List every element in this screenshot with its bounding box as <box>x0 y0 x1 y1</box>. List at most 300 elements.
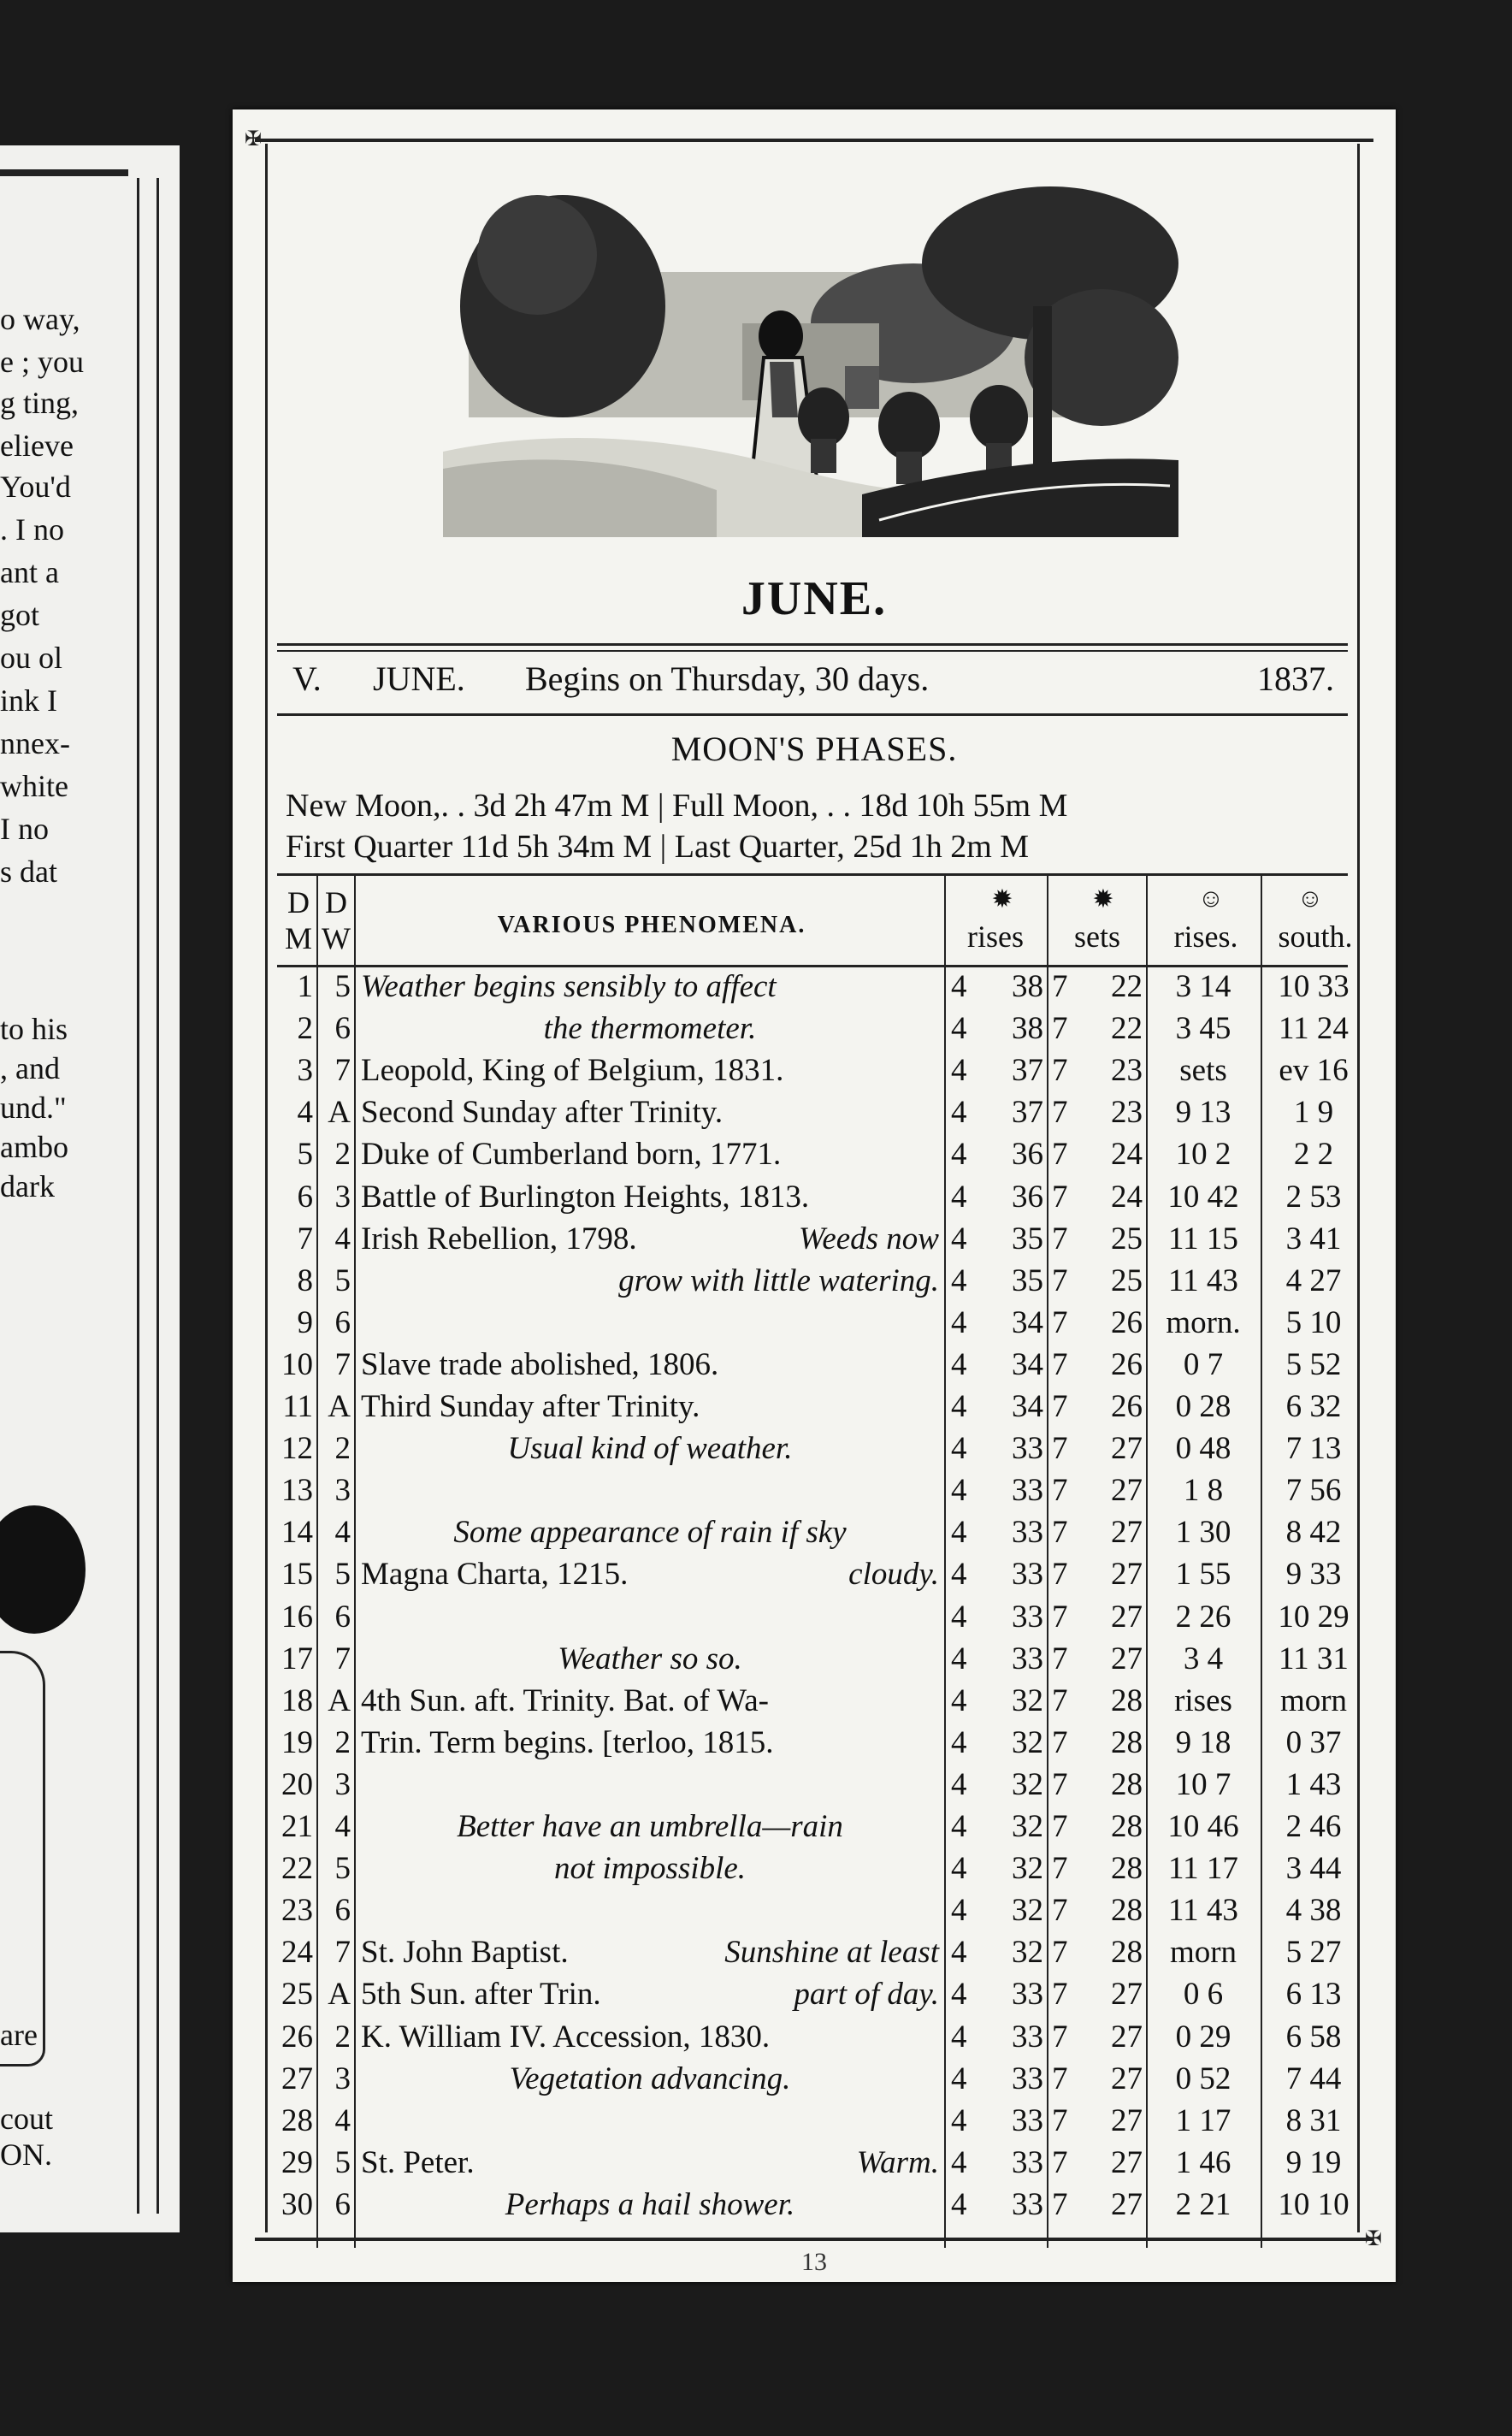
sun-rise-hour: 4 <box>951 1977 967 2013</box>
day-of-week: 3 <box>334 1473 351 1509</box>
moon-rises: 2 21 <box>1175 2186 1231 2222</box>
sun-set-hour: 7 <box>1052 2186 1068 2222</box>
sun-set-hour: 7 <box>1052 1977 1068 2013</box>
day-of-month: 8 <box>297 1262 313 1298</box>
table-top-rule <box>277 873 1348 876</box>
sun-set-hour: 7 <box>1052 1641 1068 1676</box>
day-of-month: 29 <box>281 2144 313 2180</box>
month-header <box>292 659 1334 710</box>
sun-rise-hour: 4 <box>951 1346 967 1382</box>
sun-rise-hour: 4 <box>951 1389 967 1424</box>
sun-rise-hour: 4 <box>951 1851 967 1887</box>
day-of-week: 4 <box>334 2102 351 2138</box>
moon-south: 7 13 <box>1285 1431 1342 1467</box>
phenomenon-text: St. Peter. <box>361 2144 475 2180</box>
day-of-week: 4 <box>334 1221 351 1256</box>
left-page-line: o way, <box>0 302 80 336</box>
moon-rises: 9 18 <box>1175 1724 1231 1760</box>
phenomenon-text: Duke of Cumberland born, 1771. <box>361 1137 782 1173</box>
left-page-line: e ; you <box>0 345 84 379</box>
phenomenon-text: K. William IV. Accession, 1830. <box>361 2019 771 2055</box>
sun-set-hour: 7 <box>1052 1515 1068 1551</box>
col-head-sun-rises: rises <box>967 919 1024 954</box>
day-of-week: A <box>328 1095 351 1131</box>
sun-icon: ✹ <box>1092 885 1114 914</box>
left-page-line: . I no <box>0 512 64 547</box>
sun-set-minute: 27 <box>1111 2144 1143 2180</box>
sun-set-minute: 27 <box>1111 1641 1143 1676</box>
moon-rises: 1 17 <box>1175 2102 1231 2138</box>
day-of-month: 5 <box>297 1137 313 1173</box>
moon-south: 4 27 <box>1285 1262 1342 1298</box>
moon-rises: 11 17 <box>1168 1851 1238 1887</box>
sun-set-hour: 7 <box>1052 1053 1068 1089</box>
moon-south: 2 2 <box>1293 1137 1334 1173</box>
corner-ornament-icon: ✠ <box>245 128 263 151</box>
sun-set-minute: 22 <box>1111 1011 1143 1047</box>
day-of-month: 4 <box>297 1095 313 1131</box>
almanac-page <box>233 109 1396 2282</box>
phenomenon-text: Some appearance of rain if sky <box>453 1515 847 1551</box>
table-row <box>233 1556 1396 1598</box>
moon-rises: 0 7 <box>1183 1346 1224 1382</box>
day-of-month: 23 <box>281 1893 313 1929</box>
sun-rise-hour: 4 <box>951 1557 967 1593</box>
day-of-month: 26 <box>281 2019 313 2055</box>
sun-rise-hour: 4 <box>951 2102 967 2138</box>
phenomenon-text: Weather so so. <box>558 1641 742 1676</box>
col-head-moon-south: south. <box>1278 919 1353 954</box>
moon-south: 10 29 <box>1278 1599 1350 1635</box>
phenomenon-text: Slave trade abolished, 1806. <box>361 1346 719 1382</box>
year: 1837. <box>1257 659 1334 698</box>
day-of-week: 6 <box>334 1304 351 1340</box>
sun-set-hour: 7 <box>1052 2102 1068 2138</box>
moon-south: morn <box>1279 1682 1348 1718</box>
col-head-dm: D M <box>284 885 312 955</box>
day-of-month: 25 <box>281 1977 313 2013</box>
left-page-line: g ting, <box>0 386 80 420</box>
moon-rises: 11 43 <box>1168 1262 1238 1298</box>
sun-set-minute: 26 <box>1111 1304 1143 1340</box>
sun-rise-minute: 36 <box>1012 1179 1043 1215</box>
sun-set-minute: 28 <box>1111 1766 1143 1802</box>
phenomenon-text: Vegetation advancing. <box>509 2061 791 2096</box>
table-row <box>233 1934 1396 1976</box>
sun-rise-hour: 4 <box>951 1682 967 1718</box>
phenomenon-text-right: Sunshine at least <box>724 1935 939 1971</box>
sun-rise-hour: 4 <box>951 1473 967 1509</box>
moon-south: 10 10 <box>1278 2186 1350 2222</box>
sun-set-hour: 7 <box>1052 2144 1068 2180</box>
sun-set-hour: 7 <box>1052 1304 1068 1340</box>
sun-rise-minute: 32 <box>1012 1682 1043 1718</box>
sun-icon: ✹ <box>991 885 1013 914</box>
sun-set-minute: 27 <box>1111 2102 1143 2138</box>
day-of-month: 11 <box>282 1389 313 1424</box>
table-row <box>233 1094 1396 1136</box>
sun-set-hour: 7 <box>1052 1682 1068 1718</box>
corner-ornament-icon: ✠ <box>1364 2228 1382 2250</box>
day-of-week: 5 <box>334 969 351 1004</box>
moon-phases-line: First Quarter 11d 5h 34m M | Last Quarter, 25d 1h 2m M <box>286 829 1030 865</box>
moon-south: ev 16 <box>1279 1053 1349 1089</box>
sun-set-hour: 7 <box>1052 2019 1068 2055</box>
day-of-month: 21 <box>281 1809 313 1844</box>
moon-south: 7 56 <box>1285 1473 1342 1509</box>
sun-rise-minute: 32 <box>1012 1809 1043 1844</box>
col-head-phenomena: VARIOUS PHENOMENA. <box>497 912 806 938</box>
phenomenon-text: Usual kind of weather. <box>507 1431 793 1467</box>
day-of-week: 5 <box>334 1557 351 1593</box>
moon-rises: 2 26 <box>1175 1599 1231 1635</box>
moon-south: 4 38 <box>1285 1893 1342 1929</box>
sun-rise-minute: 36 <box>1012 1137 1043 1173</box>
day-of-week: A <box>328 1682 351 1718</box>
sun-rise-minute: 37 <box>1012 1095 1043 1131</box>
phenomenon-text-right: cloudy. <box>848 1557 939 1593</box>
sun-set-minute: 27 <box>1111 1473 1143 1509</box>
sun-rise-minute: 34 <box>1012 1389 1043 1424</box>
table-row <box>233 2144 1396 2186</box>
sun-rise-hour: 4 <box>951 1724 967 1760</box>
sun-set-hour: 7 <box>1052 1179 1068 1215</box>
day-of-week: 7 <box>334 1935 351 1971</box>
header-divider-rule <box>277 965 1348 967</box>
left-page-top-rule <box>0 169 128 176</box>
day-of-week: 2 <box>334 1431 351 1467</box>
page-top-rule <box>255 139 1373 142</box>
day-of-week: 4 <box>334 1809 351 1844</box>
sun-rise-hour: 4 <box>951 1766 967 1802</box>
left-page-border <box>137 178 159 2214</box>
phenomenon-text: grow with little watering. <box>618 1262 939 1298</box>
sun-rise-hour: 4 <box>951 2144 967 2180</box>
table-row <box>233 1136 1396 1178</box>
table-row <box>233 2019 1396 2061</box>
day-of-week: 5 <box>334 2144 351 2180</box>
table-row <box>233 1430 1396 1472</box>
sun-set-minute: 28 <box>1111 1893 1143 1929</box>
page-bottom-rule <box>255 2238 1373 2241</box>
sun-set-minute: 27 <box>1111 1431 1143 1467</box>
table-row <box>233 1976 1396 2018</box>
sun-rise-minute: 33 <box>1012 1977 1043 2013</box>
day-of-week: 2 <box>334 1724 351 1760</box>
day-of-month: 6 <box>297 1179 313 1215</box>
table-row <box>233 1388 1396 1430</box>
sun-set-hour: 7 <box>1052 2061 1068 2096</box>
moon-rises: 11 43 <box>1168 1893 1238 1929</box>
sun-set-minute: 23 <box>1111 1053 1143 1089</box>
sun-set-minute: 27 <box>1111 2019 1143 2055</box>
table-row <box>233 1724 1396 1766</box>
day-of-month: 12 <box>281 1431 313 1467</box>
sun-rise-hour: 4 <box>951 2019 967 2055</box>
sun-set-minute: 23 <box>1111 1095 1143 1131</box>
moon-rises: 0 29 <box>1175 2019 1231 2055</box>
moon-south: 11 24 <box>1279 1011 1349 1047</box>
phenomenon-text: Irish Rebellion, 1798. <box>361 1221 637 1256</box>
sun-rise-minute: 33 <box>1012 1473 1043 1509</box>
left-page-line: cout <box>0 2102 53 2136</box>
moon-south: 11 31 <box>1279 1641 1349 1676</box>
sun-rise-minute: 33 <box>1012 1599 1043 1635</box>
day-of-week: 2 <box>334 2019 351 2055</box>
month-numeral: V. <box>292 659 322 698</box>
sun-set-minute: 26 <box>1111 1389 1143 1424</box>
day-of-month: 3 <box>297 1053 313 1089</box>
sun-rise-hour: 4 <box>951 1893 967 1929</box>
sun-set-hour: 7 <box>1052 1557 1068 1593</box>
col-head-moon-rises: rises. <box>1173 919 1238 954</box>
moon-rises: 10 7 <box>1175 1766 1231 1802</box>
day-of-month: 20 <box>281 1766 313 1802</box>
left-page-line: ou ol <box>0 641 63 675</box>
col-head-dw: D W <box>322 885 351 955</box>
moon-phases-title: MOON'S PHASES. <box>670 730 958 768</box>
sun-set-minute: 27 <box>1111 1557 1143 1593</box>
sun-rise-minute: 33 <box>1012 1431 1043 1467</box>
sun-rise-hour: 4 <box>951 1935 967 1971</box>
sun-rise-hour: 4 <box>951 1304 967 1340</box>
day-of-week: A <box>328 1389 351 1424</box>
sun-rise-minute: 37 <box>1012 1053 1043 1089</box>
moon-rises: morn. <box>1166 1304 1241 1340</box>
left-page-line: ON. <box>0 2137 52 2172</box>
day-of-month: 13 <box>281 1473 313 1509</box>
sun-rise-minute: 33 <box>1012 2061 1043 2096</box>
phenomenon-text: Battle of Burlington Heights, 1813. <box>361 1179 810 1215</box>
sun-set-minute: 27 <box>1111 1515 1143 1551</box>
table-row <box>233 1808 1396 1850</box>
moon-face-icon: ☺ <box>1296 884 1324 913</box>
sun-set-minute: 25 <box>1111 1262 1143 1298</box>
garden-woodcut-illustration <box>434 161 1178 537</box>
day-of-month: 7 <box>297 1221 313 1256</box>
table-row <box>233 1179 1396 1221</box>
sun-rise-minute: 34 <box>1012 1304 1043 1340</box>
day-of-week: 2 <box>334 1137 351 1173</box>
day-of-month: 28 <box>281 2102 313 2138</box>
left-page-figure-body <box>0 1651 45 2066</box>
sun-rise-minute: 33 <box>1012 1557 1043 1593</box>
day-of-month: 18 <box>281 1682 313 1718</box>
left-page-line: nnex- <box>0 726 70 760</box>
phenomenon-text: not impossible. <box>553 1851 747 1887</box>
sun-rise-hour: 4 <box>951 1011 967 1047</box>
phenomenon-text-right: Warm. <box>856 2144 939 2180</box>
moon-rises: 0 6 <box>1183 1977 1224 2013</box>
moon-rises: 10 2 <box>1175 1137 1231 1173</box>
day-of-month: 17 <box>281 1641 313 1676</box>
phenomenon-text: 4th Sun. aft. Trinity. Bat. of Wa- <box>361 1682 770 1718</box>
day-of-week: 4 <box>334 1515 351 1551</box>
day-of-week: 7 <box>334 1053 351 1089</box>
moon-rises: 1 46 <box>1175 2144 1231 2180</box>
sun-set-hour: 7 <box>1052 1893 1068 1929</box>
left-page-line: are <box>0 2018 38 2052</box>
table-row <box>233 1766 1396 1808</box>
sun-set-minute: 28 <box>1111 1682 1143 1718</box>
moon-south: 6 58 <box>1285 2019 1342 2055</box>
day-of-week: A <box>328 1977 351 2013</box>
sun-rise-minute: 33 <box>1012 2144 1043 2180</box>
sun-rise-hour: 4 <box>951 1053 967 1089</box>
table-row <box>233 1682 1396 1724</box>
moon-south: 1 43 <box>1285 1766 1342 1802</box>
sun-set-hour: 7 <box>1052 1221 1068 1256</box>
header-top-rule <box>277 643 1348 646</box>
day-of-month: 19 <box>281 1724 313 1760</box>
moon-south: 6 13 <box>1285 1977 1342 2013</box>
moon-rises: 3 4 <box>1183 1641 1224 1676</box>
moon-south: 0 37 <box>1285 1724 1342 1760</box>
sun-rise-minute: 32 <box>1012 1766 1043 1802</box>
left-page-line: ant a <box>0 555 59 589</box>
phenomenon-text: Trin. Term begins. [terloo, 1815. <box>361 1724 774 1760</box>
moon-rises: 10 42 <box>1167 1179 1239 1215</box>
moon-rises: rises <box>1174 1682 1232 1718</box>
sun-rise-minute: 33 <box>1012 2019 1043 2055</box>
table-row <box>233 1850 1396 1892</box>
moon-rises: sets <box>1179 1053 1227 1089</box>
table-row <box>233 1346 1396 1388</box>
moon-south: 9 33 <box>1285 1557 1342 1593</box>
table-row <box>233 1052 1396 1094</box>
phenomenon-text: Third Sunday after Trinity. <box>361 1389 700 1424</box>
moon-south: 9 19 <box>1285 2144 1342 2180</box>
moon-rises: 0 48 <box>1175 1431 1231 1467</box>
table-row <box>233 1892 1396 1934</box>
left-page-line: You'd <box>0 470 71 504</box>
moon-rises: 1 30 <box>1175 1515 1231 1551</box>
left-page-line: und." <box>0 1091 67 1125</box>
sun-set-hour: 7 <box>1052 1137 1068 1173</box>
left-page-line: to his <box>0 1012 68 1046</box>
moon-south: 2 53 <box>1285 1179 1342 1215</box>
sun-rise-hour: 4 <box>951 1809 967 1844</box>
sun-set-hour: 7 <box>1052 1809 1068 1844</box>
sun-set-hour: 7 <box>1052 1724 1068 1760</box>
sun-rise-minute: 33 <box>1012 1641 1043 1676</box>
sun-set-hour: 7 <box>1052 1935 1068 1971</box>
sun-set-minute: 28 <box>1111 1809 1143 1844</box>
day-of-week: 3 <box>334 2061 351 2096</box>
sun-set-minute: 28 <box>1111 1724 1143 1760</box>
sun-set-hour: 7 <box>1052 1389 1068 1424</box>
sun-rise-minute: 32 <box>1012 1893 1043 1929</box>
sun-set-hour: 7 <box>1052 1599 1068 1635</box>
day-of-month: 16 <box>281 1599 313 1635</box>
day-of-month: 24 <box>281 1935 313 1971</box>
sun-set-hour: 7 <box>1052 1766 1068 1802</box>
sun-set-minute: 24 <box>1111 1179 1143 1215</box>
sun-rise-minute: 34 <box>1012 1346 1043 1382</box>
sun-rise-minute: 32 <box>1012 1935 1043 1971</box>
sun-set-minute: 28 <box>1111 1935 1143 1971</box>
moon-south: 3 41 <box>1285 1221 1342 1256</box>
sun-rise-minute: 33 <box>1012 1515 1043 1551</box>
sun-set-hour: 7 <box>1052 1262 1068 1298</box>
sun-rise-hour: 4 <box>951 969 967 1004</box>
day-of-week: 5 <box>334 1851 351 1887</box>
table-row <box>233 1472 1396 1514</box>
sun-set-hour: 7 <box>1052 1346 1068 1382</box>
moon-south: 1 9 <box>1293 1095 1334 1131</box>
phenomenon-text: Perhaps a hail shower. <box>505 2186 795 2222</box>
moon-south: 6 32 <box>1285 1389 1342 1424</box>
sun-set-minute: 27 <box>1111 1977 1143 2013</box>
month-begins: Begins on Thursday, 30 days. <box>525 659 930 698</box>
phenomenon-text: Leopold, King of Belgium, 1831. <box>361 1053 784 1089</box>
moon-rises: 9 13 <box>1175 1095 1231 1131</box>
day-of-month: 1 <box>297 969 313 1004</box>
phenomenon-text: Second Sunday after Trinity. <box>361 1095 724 1131</box>
sun-set-minute: 24 <box>1111 1137 1143 1173</box>
sun-rise-minute: 38 <box>1012 969 1043 1004</box>
moon-rises: 0 52 <box>1175 2061 1231 2096</box>
moon-rises: 1 55 <box>1175 1557 1231 1593</box>
moon-south: 8 42 <box>1285 1515 1342 1551</box>
table-row <box>233 1010 1396 1052</box>
sun-rise-minute: 35 <box>1012 1221 1043 1256</box>
sun-set-hour: 7 <box>1052 1095 1068 1131</box>
header-bottom-rule <box>277 713 1348 716</box>
moon-south: 10 33 <box>1278 969 1350 1004</box>
sun-rise-hour: 4 <box>951 1262 967 1298</box>
sun-rise-hour: 4 <box>951 2061 967 2096</box>
day-of-month: 10 <box>281 1346 313 1382</box>
moon-rises: 3 45 <box>1175 1011 1231 1047</box>
sun-set-hour: 7 <box>1052 1851 1068 1887</box>
left-page-line: ambo <box>0 1130 68 1164</box>
table-row <box>233 1641 1396 1682</box>
moon-rises: 0 28 <box>1175 1389 1231 1424</box>
moon-rises: 11 15 <box>1168 1221 1238 1256</box>
sun-set-minute: 22 <box>1111 969 1143 1004</box>
col-head-sun-sets: sets <box>1074 919 1120 954</box>
table-row <box>233 2061 1396 2102</box>
moon-phases-line: New Moon,. . 3d 2h 47m M | Full Moon, . . 18d 10h 55m M <box>286 788 1068 824</box>
sun-set-minute: 26 <box>1111 1346 1143 1382</box>
sun-rise-minute: 35 <box>1012 1262 1043 1298</box>
day-of-month: 30 <box>281 2186 313 2222</box>
table-row <box>233 968 1396 1010</box>
sun-rise-minute: 32 <box>1012 1724 1043 1760</box>
moon-south: 5 10 <box>1285 1304 1342 1340</box>
table-row <box>233 1221 1396 1262</box>
month-title: JUNE. <box>741 572 888 625</box>
sun-rise-hour: 4 <box>951 1221 967 1256</box>
day-of-month: 2 <box>297 1011 313 1047</box>
phenomenon-text-right: Weeds now <box>798 1221 939 1256</box>
left-page-line: ink I <box>0 683 57 718</box>
table-row <box>233 1262 1396 1304</box>
phenomenon-text: St. John Baptist. <box>361 1935 569 1971</box>
moon-rises: 1 8 <box>1183 1473 1224 1509</box>
day-of-month: 9 <box>297 1304 313 1340</box>
day-of-month: 14 <box>281 1515 313 1551</box>
sun-rise-hour: 4 <box>951 2186 967 2222</box>
month-name: JUNE. <box>373 659 465 698</box>
day-of-week: 7 <box>334 1346 351 1382</box>
sun-rise-minute: 33 <box>1012 2102 1043 2138</box>
moon-south: 5 52 <box>1285 1346 1342 1382</box>
moon-south: 5 27 <box>1285 1935 1342 1971</box>
moon-south: 7 44 <box>1285 2061 1342 2096</box>
day-of-week: 6 <box>334 2186 351 2222</box>
